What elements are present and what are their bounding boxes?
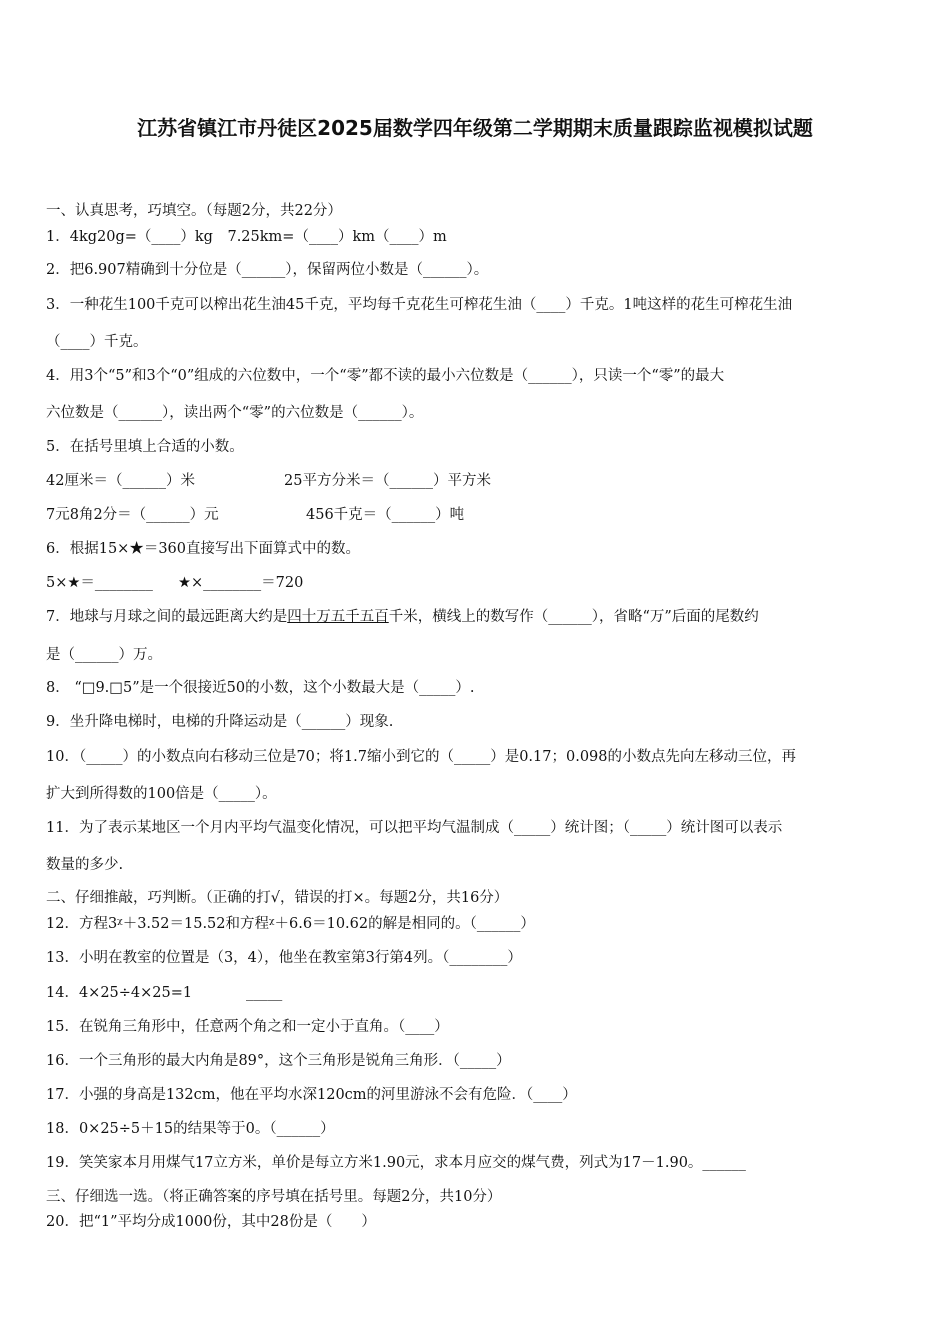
question-5: 5．在括号里填上合适的小数。 <box>46 439 244 455</box>
section-heading-1: 一、认真思考，巧填空。（每题2分，共22分） <box>46 203 342 219</box>
question-7-line-1 <box>46 607 759 627</box>
question-4-line-2: 六位数是（______），读出两个“零”的六位数是（______）。 <box>46 405 424 421</box>
question-3-line-2: （____）千克。 <box>46 334 148 350</box>
question-5-item-dm2: 25平方分米＝（______）平方米 <box>284 473 491 489</box>
question-19: 19．笑笑家本月用煤气17立方米，单价是每立方米1.90元，求本月应交的煤气费，列式为17－1.90。______ <box>46 1155 746 1171</box>
question-17: 17．小强的身高是132cm，他在平均水深120cm的河里游泳不会有危险．（____） <box>46 1087 577 1103</box>
question-7-line-2: 是（______）万。 <box>46 647 162 663</box>
question-11-line-2: 数量的多少. <box>46 857 124 873</box>
question-5-item-yuan: 7元8角2分＝（______）元 <box>46 507 219 523</box>
question-5-item-kg: 456千克＝（______）吨 <box>306 507 465 523</box>
question-14-answer-blank: _____ <box>246 985 283 1001</box>
question-10-line-2: 扩大到所得数的100倍是（_____）。 <box>46 786 277 802</box>
section-heading-2: 二、仔细推敲，巧判断。（正确的打√，错误的打×。每题2分，共16分） <box>46 890 509 906</box>
question-7-text-after: 千米，横线上的数写作（______），省略“万”后面的尾数约 <box>388 609 759 625</box>
question-12: 12．方程3ᵡ＋3.52＝15.52和方程ᵡ＋6.6＝10.62的解是相同的。（______） <box>46 916 535 932</box>
question-20: 20．把“1”平均分成1000份，其中28份是（ ） <box>46 1214 376 1230</box>
question-6-item-right: ★×________＝720 <box>178 575 304 591</box>
question-13: 13．小明在教室的位置是（3，4），他坐在教室第3行第4列。（________） <box>46 950 522 966</box>
question-15: 15．在锐角三角形中，任意两个角之和一定小于直角。（____） <box>46 1019 449 1035</box>
question-6-item-left: 5×★＝________ <box>46 575 153 591</box>
question-16: 16．一个三角形的最大内角是89°，这个三角形是锐角三角形．（_____） <box>46 1053 511 1069</box>
question-1: 1．4kg20g=（____）kg 7.25km=（____）km（____）m <box>46 229 447 245</box>
question-18: 18．0×25÷5＋15的结果等于0。（______） <box>46 1121 335 1137</box>
question-2: 2．把6.907精确到十分位是（______），保留两位小数是（______）。 <box>46 262 489 278</box>
page-title: 江苏省镇江市丹徒区2025届数学四年级第二学期期末质量跟踪监视模拟试题 <box>137 116 813 140</box>
question-6: 6．根据15×★＝360直接写出下面算式中的数。 <box>46 541 360 557</box>
question-4-line-1: 4．用3个“5”和3个“0”组成的六位数中，一个“零”都不读的最小六位数是（______），只读一个“零”的最大 <box>46 368 725 384</box>
question-11-line-1: 11．为了表示某地区一个月内平均气温变化情况，可以把平均气温制成（_____）统计图；（_____）统计图可以表示 <box>46 820 783 836</box>
section-heading-3: 三、仔细选一选。（将正确答案的序号填在括号里。每题2分，共10分） <box>46 1189 502 1205</box>
question-10-line-1: 10．（_____）的小数点向右移动三位是70；将1.7缩小到它的（_____）是0.17；0.098的小数点先向左移动三位，再 <box>46 749 797 765</box>
question-9: 9．坐升降电梯时，电梯的升降运动是（______）现象. <box>46 714 394 730</box>
question-14: 14．4×25÷4×25=1 <box>46 985 193 1001</box>
question-3-line-1: 3．一种花生100千克可以榨出花生油45千克，平均每千克花生可榨花生油（____）千克。1吨这样的花生可榨花生油 <box>46 297 793 313</box>
question-7-underlined-number: 四十万五千五百 <box>287 609 389 625</box>
question-7-text-before: 7．地球与月球之间的最远距离大约是 <box>46 609 288 625</box>
question-5-item-cm: 42厘米＝（______）米 <box>46 473 195 489</box>
question-8: 8． “□9.□5”是一个很接近50的小数，这个小数最大是（_____）. <box>46 680 475 696</box>
